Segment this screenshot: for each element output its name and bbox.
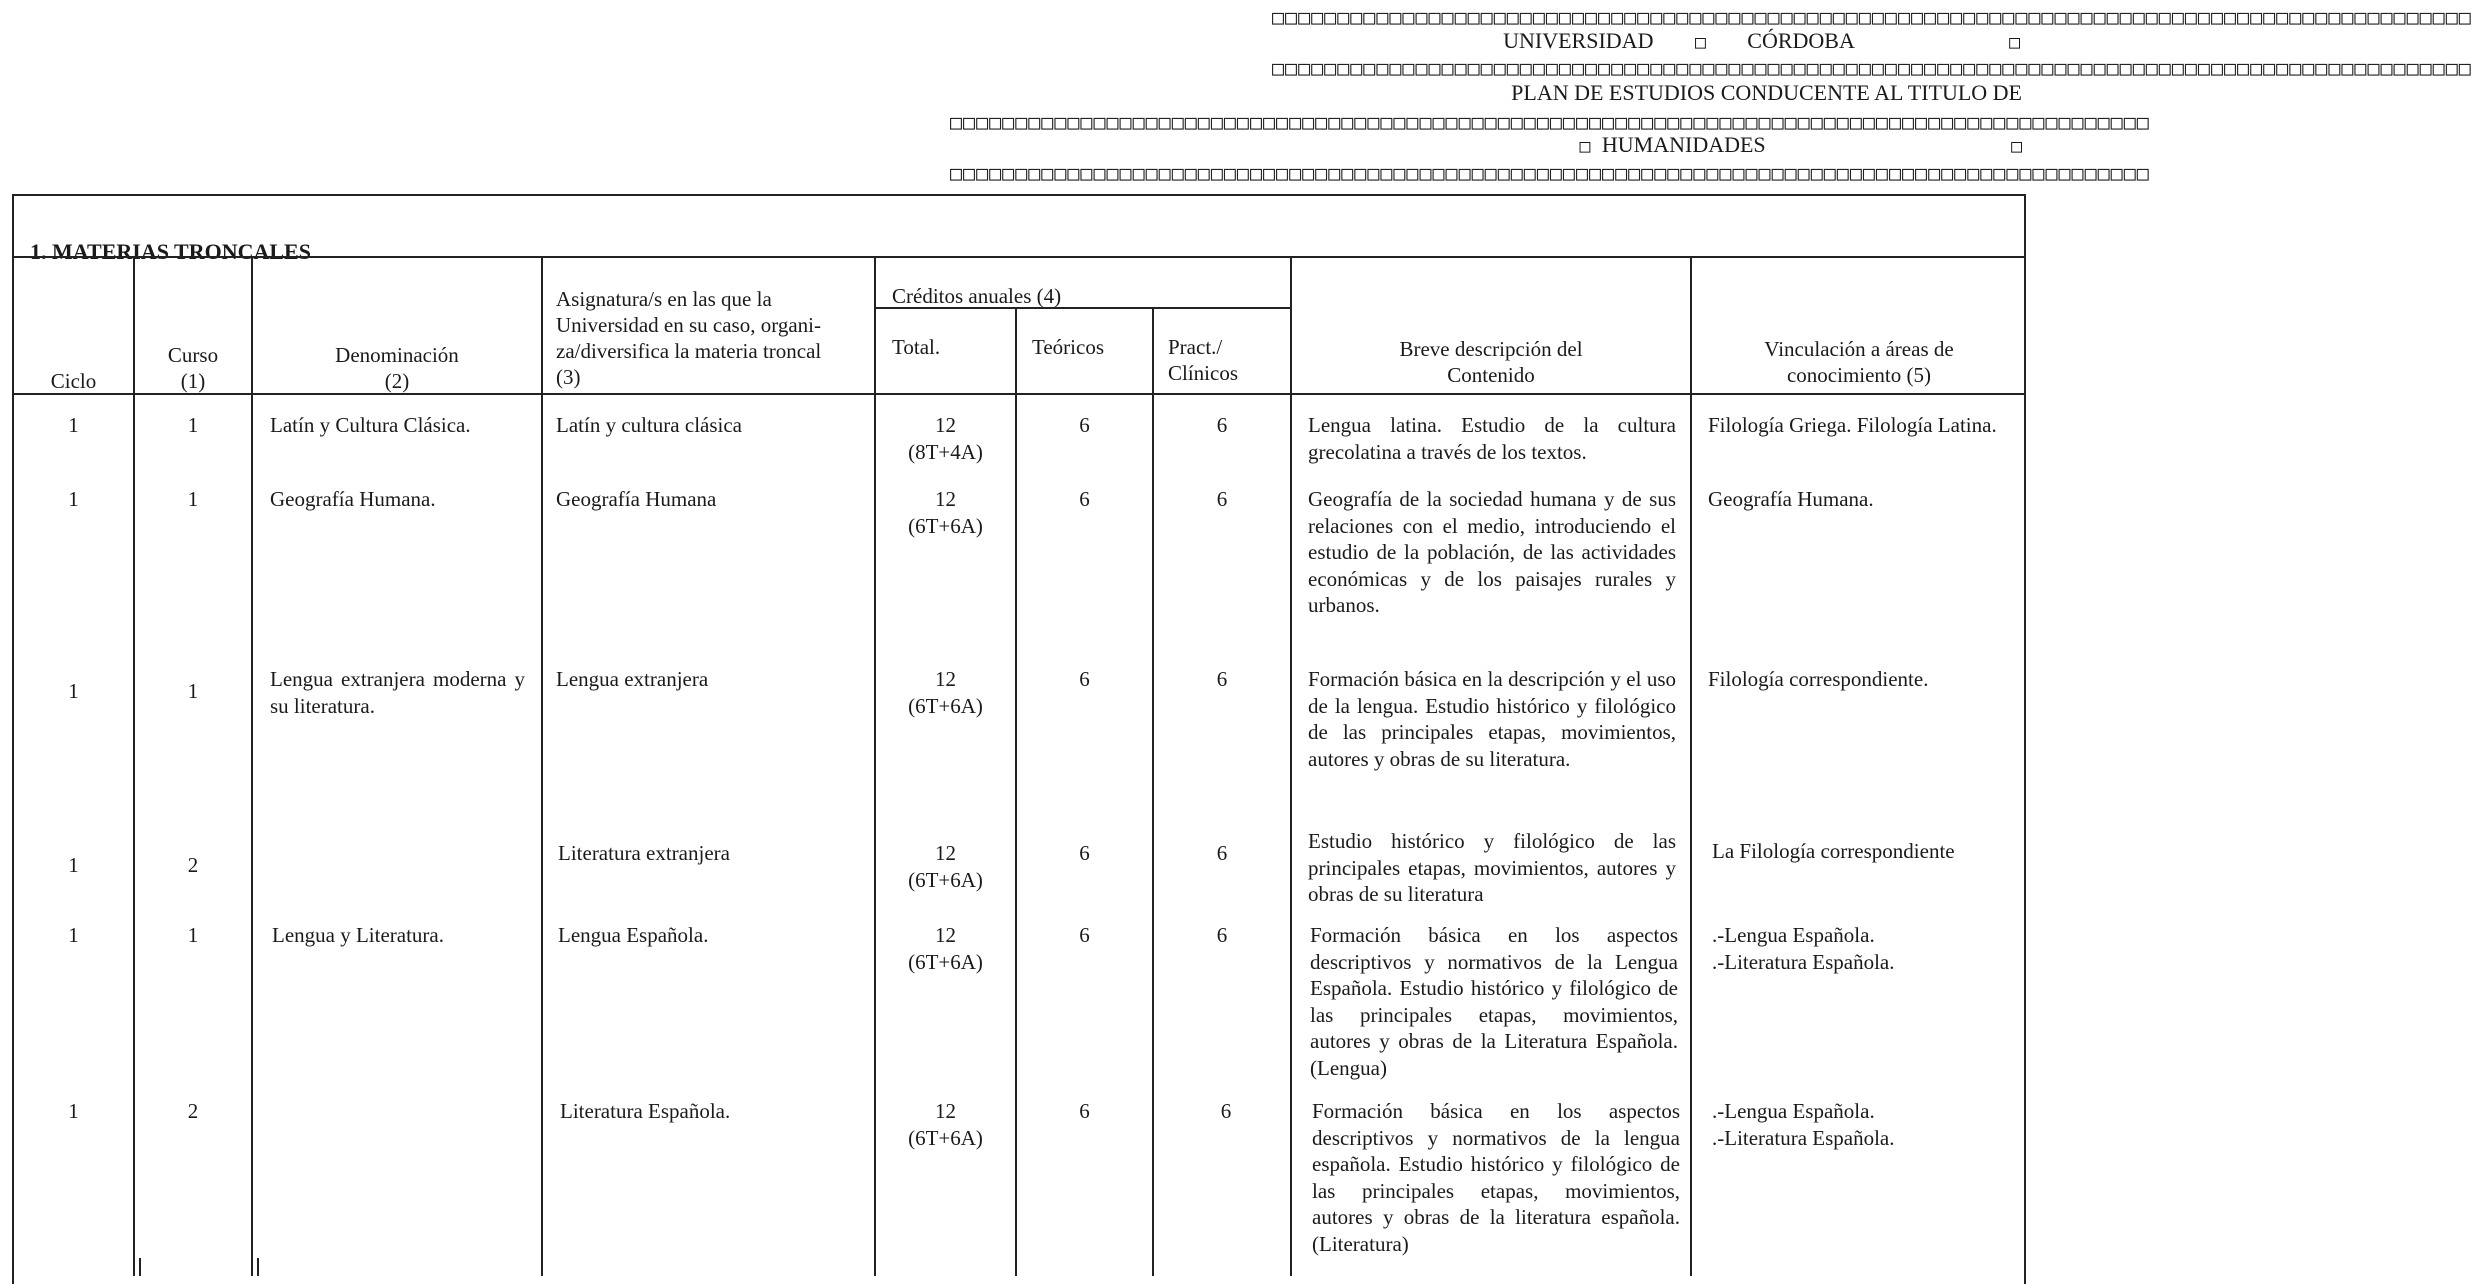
cell-descripcion: Lengua latina. Estudio de la cultura grecolatina a través de los textos. xyxy=(1308,413,1676,464)
cell-teoricos: 6 xyxy=(1079,487,1090,511)
cell-vinculacion: Filología Griega. Filología Latina. xyxy=(1708,413,1997,437)
cell-total-value: 12 xyxy=(935,841,956,865)
cell-descripcion: Formación básica en los aspectos descriptivos y normativos de la Lengua Española. Estudio histórico y filológico de las principales etapas, movimientos, autores y obras de la Literatura Española. (Lengua) xyxy=(1310,923,1678,1080)
cell-denominacion: Lengua extranjera moderna y su literatura. xyxy=(270,667,525,718)
cell-practicos: 6 xyxy=(1216,667,1228,691)
cell-total xyxy=(876,922,1015,975)
box-glyph-icon: □ xyxy=(1694,32,1706,53)
cell-total-detail: (6T+6A) xyxy=(908,949,983,974)
cell-curso: 2 xyxy=(187,853,199,877)
cell-total xyxy=(876,1098,1015,1151)
cell-total-value: 12 xyxy=(935,1099,956,1123)
cell-total-detail: (6T+6A) xyxy=(908,693,983,718)
cell-practicos: 6 xyxy=(1216,923,1228,947)
box-glyph-icon: □ xyxy=(1579,136,1591,157)
cell-asignatura: Geografía Humana xyxy=(556,487,717,511)
cell-asignatura: Lengua extranjera xyxy=(556,667,709,691)
col-header-creditos: Créditos anuales (4) xyxy=(892,284,1062,308)
section-title-underline xyxy=(12,256,2026,258)
header-box-row-4: □□□□□□□□□□□□□□□□□□□□□□□□□□□□□□□□□□□□□□□□□□□□□□□□□□□□□□□□□□□□□□□□□□□□□□□□□□□□□□□□□□□□□□□□□□□□ xyxy=(950,161,2150,185)
cell-asignatura: Latín y cultura clásica xyxy=(556,413,742,437)
cell-denominacion: Latín y Cultura Clásica. xyxy=(270,413,471,437)
cell-vinculacion-line: .-Lengua Española. xyxy=(1712,923,1875,947)
cell-total xyxy=(876,486,1015,539)
col-header-curso xyxy=(135,342,251,394)
section-title: 1. MATERIAS TRONCALES xyxy=(30,239,311,264)
col-header-asignatura xyxy=(556,286,874,390)
col-header-asignatura-line: Asignatura/s en las que la xyxy=(556,287,772,311)
col-header-ciclo: Ciclo xyxy=(50,369,97,393)
col-header-curso-label: Curso xyxy=(167,343,219,367)
cell-ciclo: 1 xyxy=(68,679,79,703)
cell-total-detail: (8T+4A) xyxy=(908,439,983,464)
header-box-row-1: □□□□□□□□□□□□□□□□□□□□□□□□□□□□□□□□□□□□□□□□□□□□□□□□□□□□□□□□□□□□□□□□□□□□□□□□□□□□□□□□□□□□□□□□□□□□ xyxy=(1272,5,2472,29)
col-header-vinculacion xyxy=(1692,336,2026,388)
col-header-denominacion xyxy=(253,342,541,394)
cell-descripcion: Estudio histórico y filológico de las principales etapas, movimientos, autores y obras de su literatura xyxy=(1308,829,1676,906)
university-label: UNIVERSIDAD xyxy=(1503,28,1654,53)
header-box-row-2: □□□□□□□□□□□□□□□□□□□□□□□□□□□□□□□□□□□□□□□□□□□□□□□□□□□□□□□□□□□□□□□□□□□□□□□□□□□□□□□□□□□□□□□□□□□□ xyxy=(1272,56,2472,80)
cell-total-value: 12 xyxy=(935,923,956,947)
col-header-practicos-line: Pract./ xyxy=(1168,335,1223,359)
col-header-denominacion-label: Denominación xyxy=(335,343,459,367)
cell-total xyxy=(876,412,1015,465)
bottom-tick xyxy=(257,1258,259,1276)
cell-denominacion: Geografía Humana. xyxy=(270,487,436,511)
box-glyph-icon: □ xyxy=(2011,136,2022,157)
col-divider-denominacion xyxy=(541,256,543,1276)
cell-teoricos: 6 xyxy=(1079,1099,1090,1123)
cell-teoricos: 6 xyxy=(1079,413,1090,437)
cell-teoricos: 6 xyxy=(1079,841,1090,865)
cell-curso: 1 xyxy=(187,487,199,511)
col-header-practicos xyxy=(1168,334,1288,386)
cell-descripcion: Formación básica en los aspectos descriptivos y normativos de la lengua española. Estudio histórico y filológico de las principales etapas, movimientos, autores y obras de la literatura española. (Literatura) xyxy=(1312,1099,1680,1256)
cell-vinculacion: Geografía Humana. xyxy=(1708,487,1874,511)
cell-total-detail: (6T+6A) xyxy=(908,1125,983,1150)
cell-asignatura: Literatura Española. xyxy=(560,1099,731,1123)
col-header-curso-note: (1) xyxy=(180,369,206,393)
col-header-teoricos: Teóricos xyxy=(1032,335,1105,359)
col-divider-curso xyxy=(251,256,253,1276)
cell-vinculacion xyxy=(1712,1098,2020,1151)
degree-line xyxy=(1500,132,2022,160)
cell-total xyxy=(876,840,1015,893)
cell-asignatura: Lengua Española. xyxy=(558,923,709,947)
cell-total-value: 12 xyxy=(935,667,956,691)
cell-ciclo: 1 xyxy=(68,487,79,511)
cell-ciclo: 1 xyxy=(68,413,79,437)
cell-total-detail: (6T+6A) xyxy=(908,867,983,892)
cell-vinculacion: La Filología correspondiente xyxy=(1712,839,1955,863)
col-header-asignatura-line: Universidad en su caso, organi- xyxy=(556,313,821,337)
col-divider-total xyxy=(1015,307,1017,1276)
cell-practicos: 6 xyxy=(1216,487,1228,511)
col-divider-teoricos xyxy=(1152,307,1154,1276)
col-header-asignatura-line: za/diversifica la materia troncal xyxy=(556,339,822,363)
col-header-descripcion-line: Contenido xyxy=(1447,363,1535,387)
cell-ciclo: 1 xyxy=(68,1099,79,1123)
cell-total-value: 12 xyxy=(935,413,956,437)
cell-descripcion: Formación básica en la descripción y el uso de la lengua. Estudio histórico y filológico de las principales etapas, movimientos, autores y obras de su literatura. xyxy=(1308,667,1676,771)
cell-practicos: 6 xyxy=(1220,1099,1232,1123)
cell-denominacion: Lengua y Literatura. xyxy=(272,923,444,947)
cell-total-value: 12 xyxy=(935,487,956,511)
cell-teoricos: 6 xyxy=(1079,667,1090,691)
cell-teoricos: 6 xyxy=(1079,923,1090,947)
university-name: CÓRDOBA xyxy=(1747,28,1854,53)
col-header-descripcion xyxy=(1292,336,1690,388)
cell-ciclo: 1 xyxy=(68,923,79,947)
cell-vinculacion-line: .-Lengua Española. xyxy=(1712,1099,1875,1123)
col-header-asignatura-line: (3) xyxy=(556,365,581,389)
cell-practicos: 6 xyxy=(1216,413,1228,437)
col-header-denominacion-note: (2) xyxy=(384,369,410,393)
cell-vinculacion-line: .-Literatura Española. xyxy=(1712,1125,1895,1150)
cell-curso: 1 xyxy=(187,679,199,703)
cell-ciclo: 1 xyxy=(68,853,79,877)
cell-descripcion: Geografía de la sociedad humana y de sus relaciones con el medio, introduciendo el estudio de la población, de las actividades económicas y de los paisajes rurales y urbanos. xyxy=(1308,487,1676,617)
cell-curso: 1 xyxy=(187,413,199,437)
box-glyph-icon: □ xyxy=(2009,32,2020,53)
cell-asignatura: Literatura extranjera xyxy=(558,841,730,865)
col-header-vinculacion-line: Vinculación a áreas de xyxy=(1764,337,1954,361)
col-divider-descripcion xyxy=(1690,256,1692,1276)
col-header-practicos-line: Clínicos xyxy=(1168,361,1239,385)
header-box-row-3: □□□□□□□□□□□□□□□□□□□□□□□□□□□□□□□□□□□□□□□□□□□□□□□□□□□□□□□□□□□□□□□□□□□□□□□□□□□□□□□□□□□□□□□□□□□□ xyxy=(950,110,2150,134)
degree-name: HUMANIDADES xyxy=(1601,132,1766,157)
bottom-tick xyxy=(139,1258,141,1276)
col-header-vinculacion-line: conocimiento (5) xyxy=(1786,363,1932,387)
cell-total xyxy=(876,666,1015,719)
col-header-descripcion-line: Breve descripción del xyxy=(1399,337,1583,361)
cell-practicos: 6 xyxy=(1216,841,1228,865)
plan-title: PLAN DE ESTUDIOS CONDUCENTE AL TITULO DE xyxy=(1511,80,2022,105)
cell-curso: 2 xyxy=(187,1099,199,1123)
cell-curso: 1 xyxy=(187,923,199,947)
university-line xyxy=(1500,28,2020,56)
cell-vinculacion: Filología correspondiente. xyxy=(1708,667,1929,691)
cell-vinculacion-line: .-Literatura Española. xyxy=(1712,949,1895,974)
col-header-total: Total. xyxy=(892,335,941,359)
cell-total-detail: (6T+6A) xyxy=(908,513,983,538)
cell-vinculacion xyxy=(1712,922,2020,975)
